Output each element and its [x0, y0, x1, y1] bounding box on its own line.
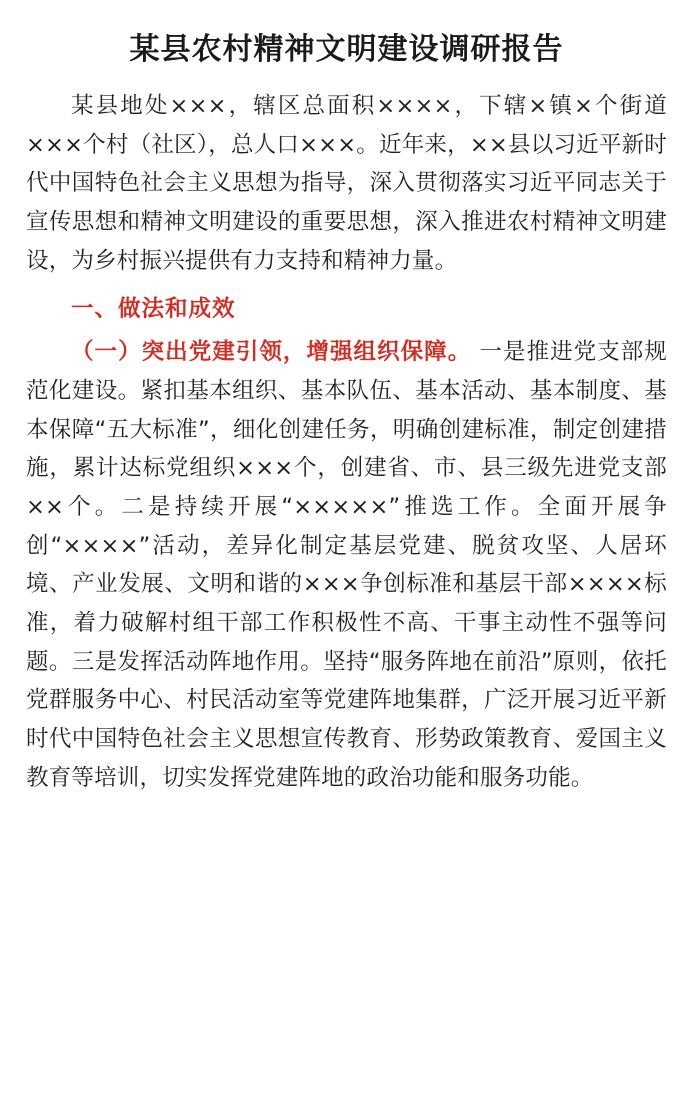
subsection-body-1: 一是推进党支部规范化建设。紧扣基本组织、基本队伍、基本活动、基本制度、基本保障“五大标准”，细化创建任务，明确创建标准，制定创建措施，累计达标党组织×××个，创建省、市、县三级先进党支部××个。二是持续开展“×××××”推选工作。全面开展争创“××××”活动，差异化制定基层党建、脱贫攻坚、人居环境、产业发展、文明和谐的×××争创标准和基层干部××××标准，着力破解村组干部工作积极性不高、干事主动性不强等问题。三是发挥活动阵地作用。坚持“服务阵地在前沿”原则，依托党群服务中心、村民活动室等党建阵地集群，广泛开展习近平新时代中国特色社会主义思想宣传教育、形势政策教育、爱国主义教育等培训，切实发挥党建阵地的政治功能和服务功能。 [26, 339, 667, 791]
section-heading-1: 一、做法和成效 [71, 296, 236, 323]
paragraph-intro: 某县地处×××，辖区总面积××××，下辖×镇×个街道×××个村（社区），总人口×××。近年来，××县以习近平新时代中国特色社会主义思想为指导，深入贯彻落实习近平同志关于宣传思想和精神文明建设的重要思想，深入推进农村精神文明建设，为乡村振兴提供有力支持和精神力量。 [26, 93, 667, 274]
page-title: 某县农村精神文明建设调研报告 [129, 32, 564, 67]
subsection-lead-1: （一）突出党建引领，增强组织保障。 [71, 339, 472, 366]
paragraph-section-1 [26, 333, 667, 797]
